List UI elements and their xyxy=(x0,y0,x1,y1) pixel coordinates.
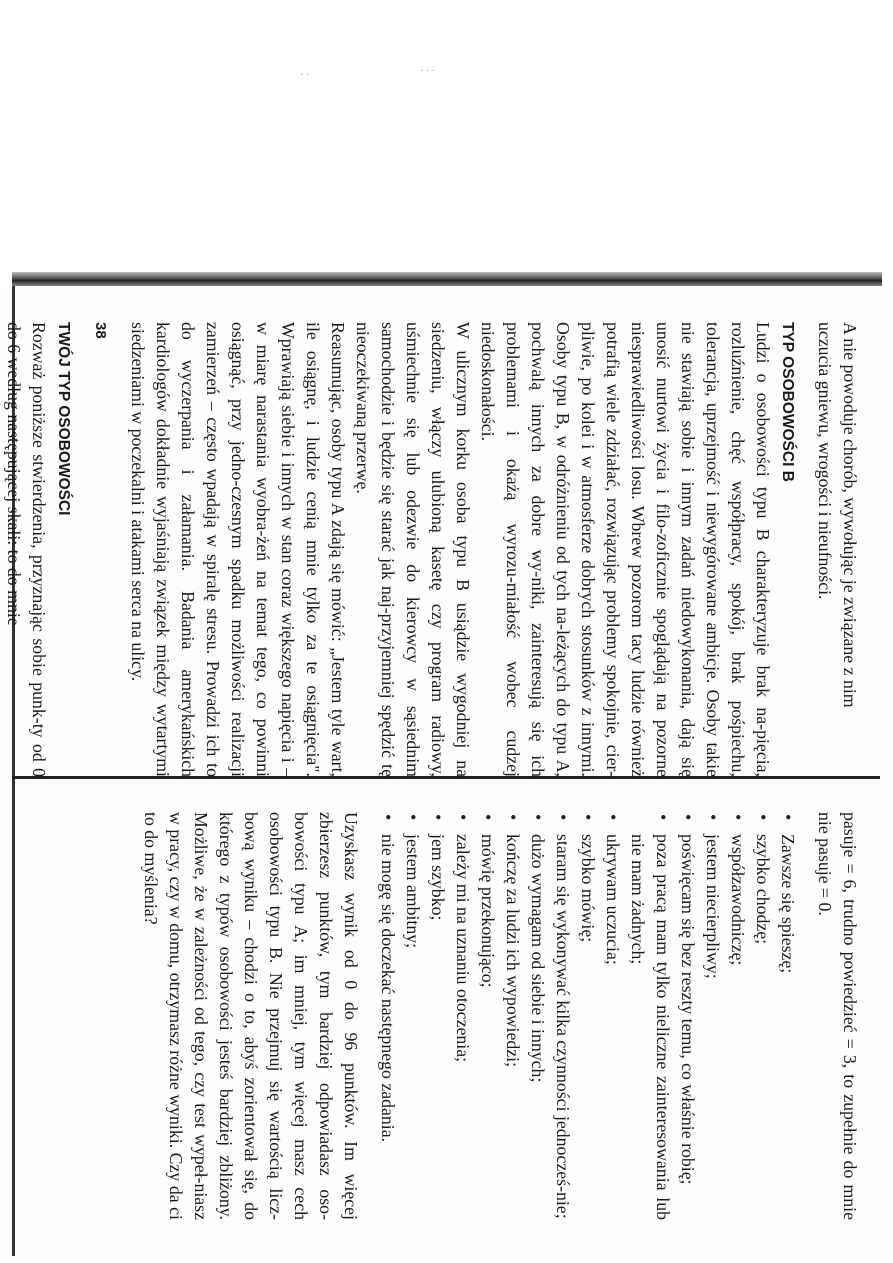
heading-your-type: TWÓJ TYP OSOBOWOŚCI xyxy=(55,322,72,516)
para-type-b-1: Ludzi o osobowości typu B charakteryzuje brak na-pięcia, rozluźnienie, chęć współpracy, spokój, brak pośpiechu, tolerancja, uprzejmość i niewygórowane ambicje. Osoby takie nie stawiają sobie i innym zadań niedowykonania, dają się unosić nurtowi życia i filo-zoficznie spoglądają na pozorne niesprawiedliwości losu. Wbrew pozorom tacy ludzie również potrafią wiele zdziałać, rozwiązując problemy spokojnie, cier-pliwie, po kolei i w atmosferze dobrych stosunków z innymi. Osoby typu B, w odróżnieniu od tych na-leżących do typu A, pochwalą innych za dobre wy-niki, zainteresują się ich problemami i okażą wyrozu-miałość wobec cudzej niedoskonałości. xyxy=(478,322,773,777)
list-item: • mówię przekonująco; xyxy=(475,812,500,1220)
list-item: • nie mogę się doczekać następnego zadania. xyxy=(375,812,400,1220)
list-item: • poświęcam się bez reszty temu, co właśnie robię; xyxy=(675,812,700,1220)
list-item: • ukrywam uczucia; xyxy=(600,812,625,1220)
para-type-b-2: W ulicznym korku osoba typu B usiądzie wygodniej na siedzeniu, włączy ulubioną kasetę czy program radiowy, uśmiechnie się lub odezwie do kierowcy w sąsiednim samochodzie i będzie się starać jak naj-przyjemniej spędzić tę nieoczekiwaną przerwę. xyxy=(353,322,473,777)
statement-list xyxy=(375,812,800,1220)
list-item: • współzawodniczę; xyxy=(725,812,750,1220)
left-line-2: uczucia gniewu, wrogości i nieufności. xyxy=(815,322,835,600)
blank-margin xyxy=(0,0,893,290)
list-item: • dużo wymagam od siebie i innych; xyxy=(525,812,550,1220)
list-item: • szybko mówię; xyxy=(575,812,600,1220)
heading-type-b: TYP OSOBOWOŚCI B xyxy=(779,322,796,482)
right-page-column xyxy=(138,812,862,1220)
list-item: • jestem niecierpliwy; xyxy=(700,812,725,1220)
para-type-b-3: Reasumując, osoby typu A zdają się mówić: „Jestem tyle wart, ile osiągnę, i ludzie cenią mnie tylko za te osiągnięcia". Wprawiają siebie i innych w stan coraz większego napięcia i – w miarę narastania wyobra-żeń na temat tego, co powinni osiągnąć, przy jedno-czesnym spadku możliwości realizacji zamierzeń – często wpadają w spiralę stresu. Prowadzi ich to do wyczerpania i załamania. Badania amerykańskich kardiologów dokładnie wyjaśniają związek między wytartymi siedzeniami w poczekalni i atakami serca na ulicy. xyxy=(128,322,348,777)
list-item: • Zawsze się spieszę; xyxy=(775,812,800,1220)
para-your-type: Rozważ poniższe stwierdzenia, przyznając sobie punk-ty od 0 do 6 według następującej skali: to do mnie xyxy=(4,322,49,777)
list-item: • jem szybko; xyxy=(425,812,450,1220)
page-edge-rule xyxy=(12,272,882,286)
list-item: • jestem ambitny; xyxy=(400,812,425,1220)
list-item: • zależy mi na uznaniu otoczenia; xyxy=(450,812,475,1220)
page-number: 38 xyxy=(92,322,109,339)
left-line-1: A nie powoduje chorób, wywołując je związane z nim xyxy=(840,322,860,708)
scan-speck: · · xyxy=(300,70,310,81)
list-item: • staram się wykonywać kilka czynności jednocześ-nie; xyxy=(550,812,575,1220)
score-summary: Uzyskasz wynik od 0 do 96 punktów. Im więcej zbierzesz punktów, tym bardziej odpowiadasz oso-bowości typu A; im mniej, tym więcej masz cech osobowości typu B. Nie przejmuj się wartością licz-bową wyniku – chodzi o to, abyś zorientował się, do którego z typów osobowości jesteś bardziej zbliżony. Możliwe, że w zależności od tego, czy test wypeł-niasz w pracy, czy w domu, otrzymasz różne wyniki. Czy da ci to do myślenia? xyxy=(141,812,361,1220)
scan-speck: · · · xyxy=(420,66,435,77)
list-item: • kończę za ludzi ich wypowiedzi; xyxy=(500,812,525,1220)
list-item: • szybko chodzę; xyxy=(750,812,775,1220)
scale-intro: pasuje = 6, trudno powiedzieć = 3, to zupełnie do mnie nie pasuje = 0. xyxy=(815,812,860,1220)
left-page-column xyxy=(1,322,862,777)
list-item: • poza pracą mam tylko nieliczne zainteresowania lub nie mam żadnych; xyxy=(625,812,675,1220)
